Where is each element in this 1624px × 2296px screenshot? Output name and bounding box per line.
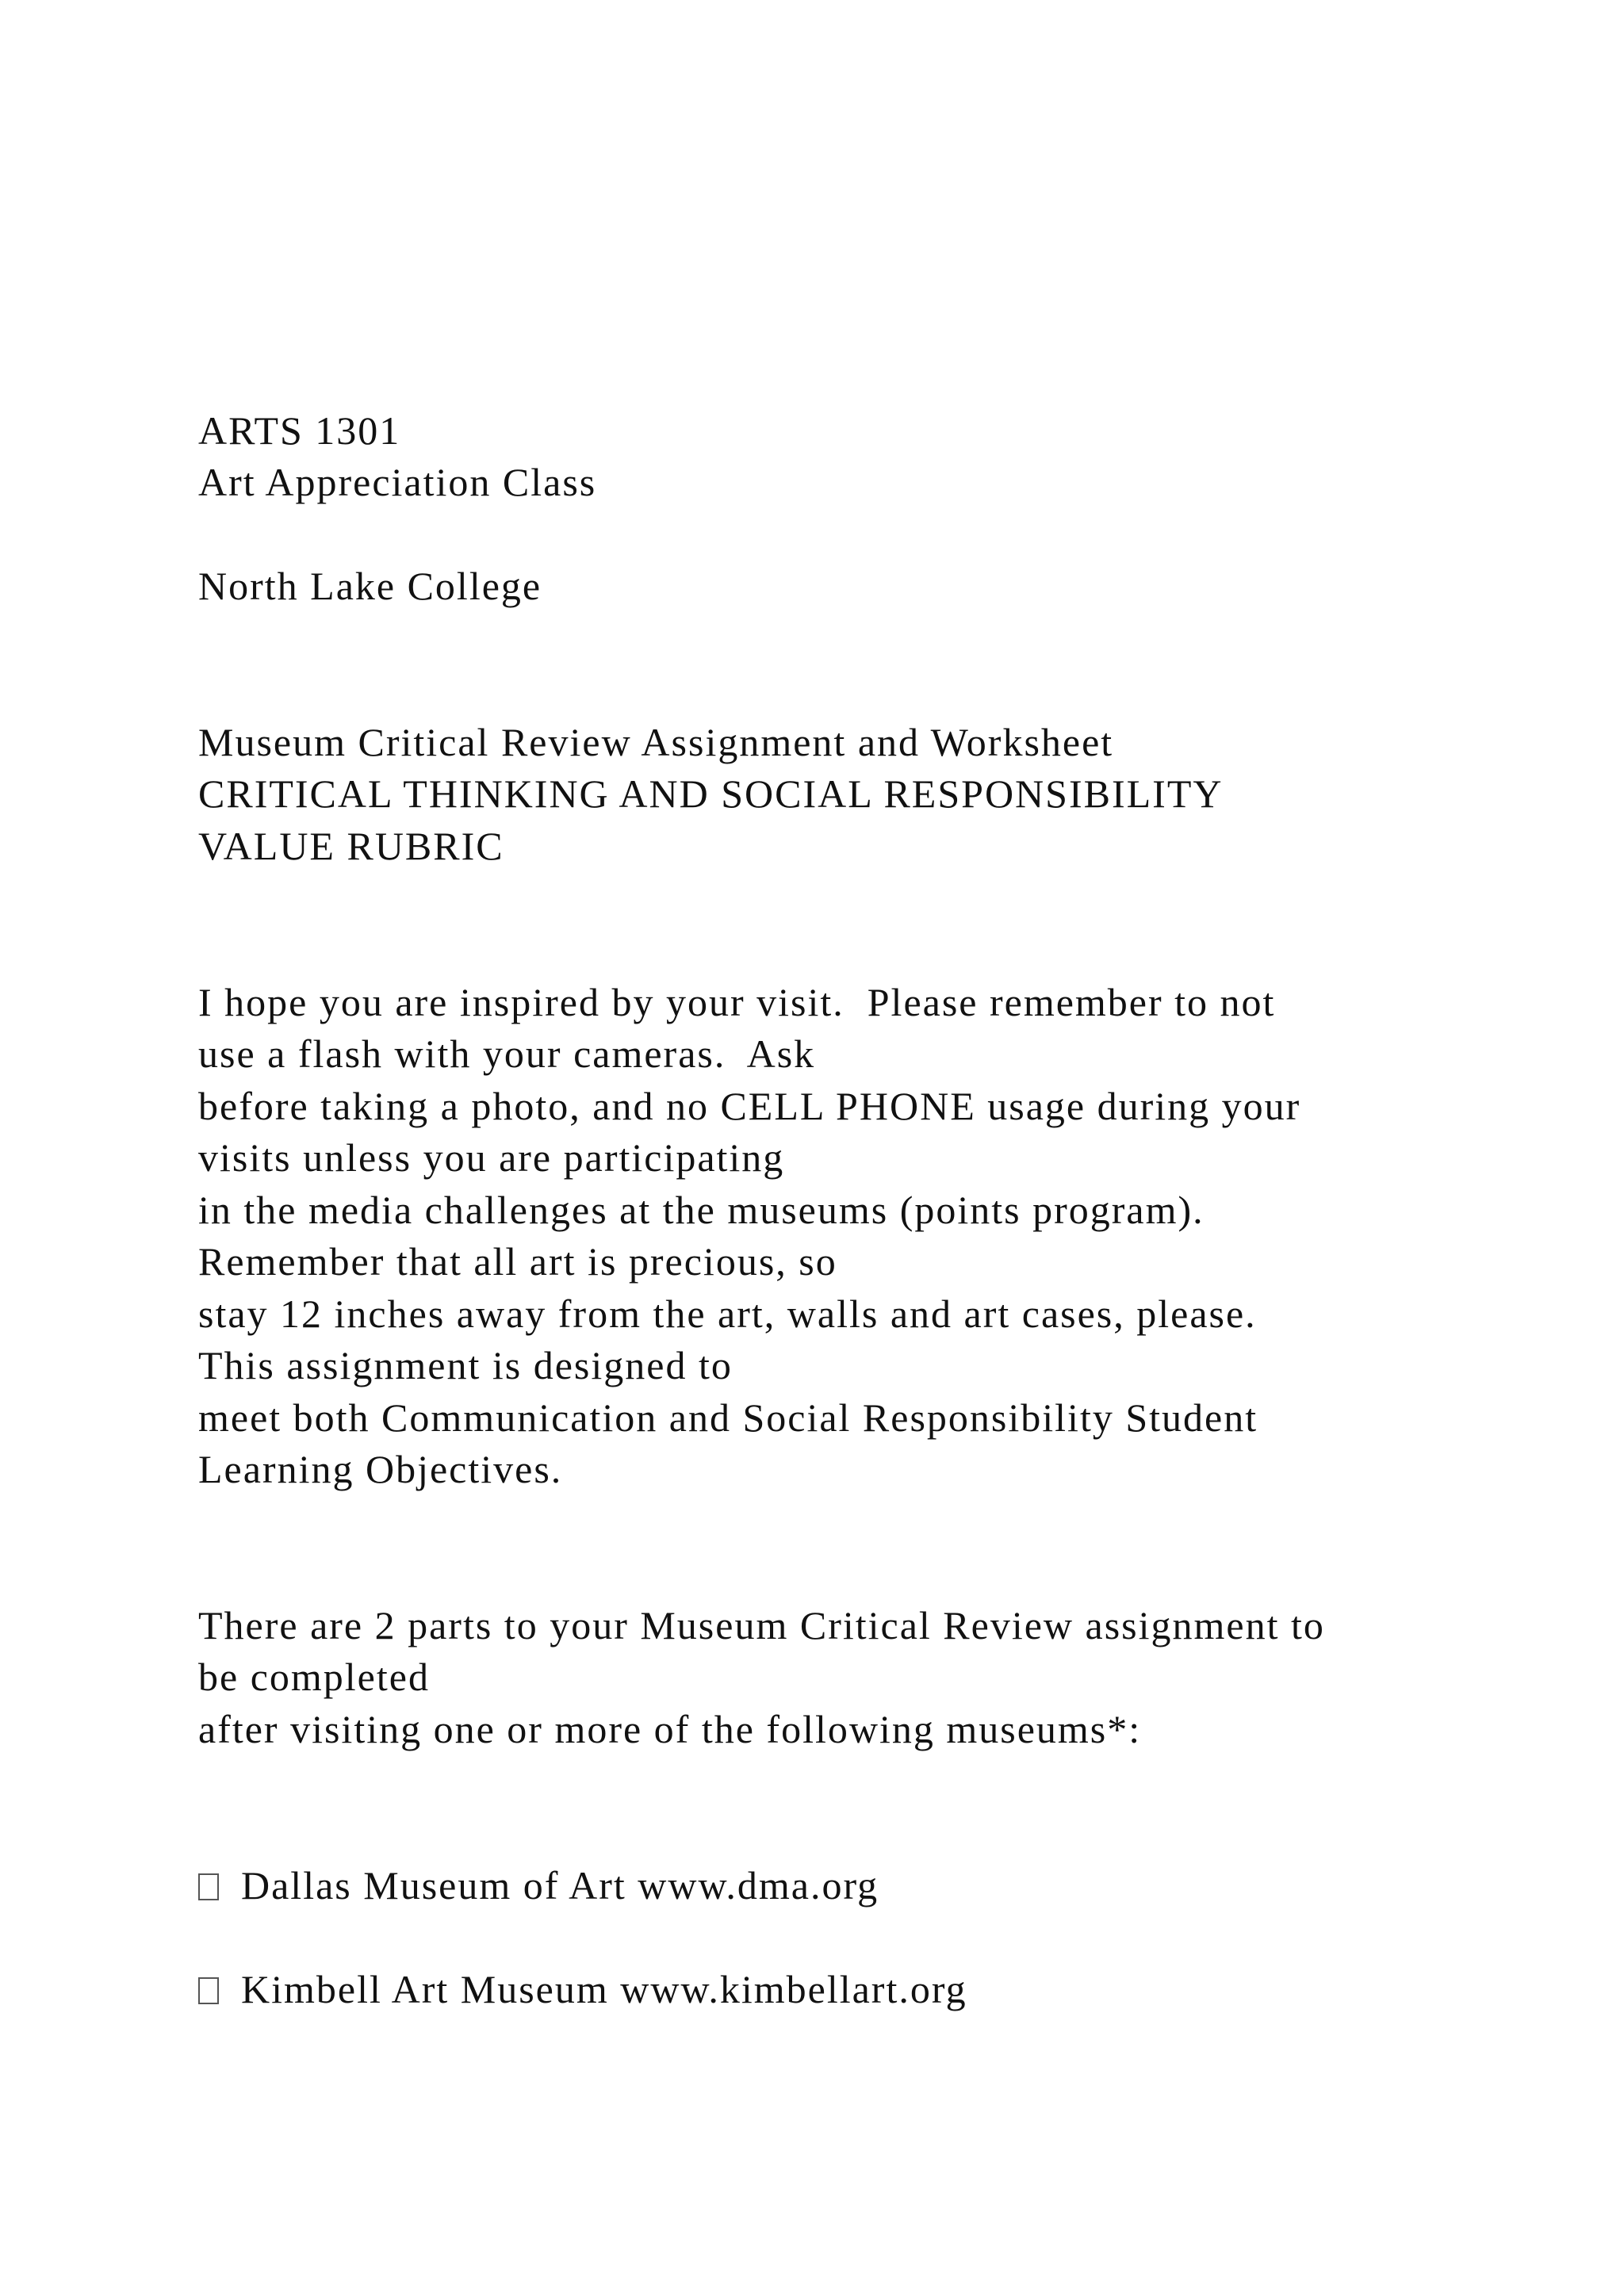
intro-line: meet both Communication and Social Responsibility Student	[198, 1395, 1258, 1440]
parts-line: after visiting one or more of the following museums*:	[198, 1707, 1142, 1751]
college-name: North Lake College	[198, 564, 542, 608]
parts-line: There are 2 parts to your Museum Critical Review assignment to	[198, 1603, 1325, 1647]
museum-list-item	[198, 1860, 1546, 1912]
intro-line: This assignment is designed to	[198, 1343, 733, 1387]
intro-line: in the media challenges at the museums (points program).	[198, 1188, 1205, 1232]
course-code: ARTS 1301	[198, 408, 401, 453]
museum-kimbell: Kimbell Art Museum www.kimbellart.org	[241, 1967, 967, 2011]
intro-line: before taking a photo, and no CELL PHONE usage during your	[198, 1084, 1301, 1128]
rubric-title: CRITICAL THINKING AND SOCIAL RESPONSIBILITY	[198, 771, 1224, 816]
missing-glyph-bullet-icon	[198, 1873, 219, 1900]
intro-line: Remember that all art is precious, so	[198, 1239, 837, 1284]
intro-line: I hope you are inspired by your visit. Please remember to not	[198, 980, 1276, 1024]
intro-line: stay 12 inches away from the art, walls and art cases, please.	[198, 1292, 1257, 1336]
intro-line: Learning Objectives.	[198, 1447, 563, 1491]
course-name: Art Appreciation Class	[198, 460, 597, 504]
document-title: Museum Critical Review Assignment and Worksheet	[198, 720, 1114, 764]
intro-line: visits unless you are participating	[198, 1135, 785, 1180]
museum-list-item	[198, 1964, 1546, 2016]
parts-line: be completed	[198, 1655, 430, 1699]
intro-line: use a flash with your cameras. Ask	[198, 1031, 816, 1076]
museum-dma: Dallas Museum of Art www.dma.org	[241, 1863, 879, 1908]
rubric-title-continued: VALUE RUBRIC	[198, 824, 504, 868]
missing-glyph-bullet-icon	[198, 1977, 219, 2004]
